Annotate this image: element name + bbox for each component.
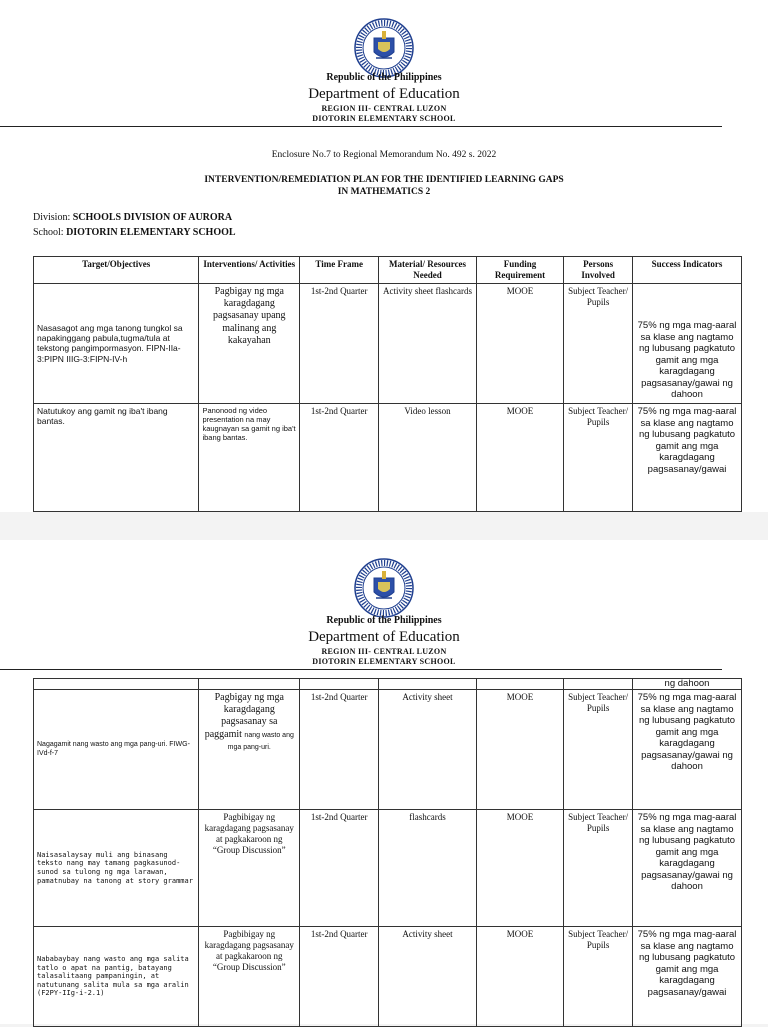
header-interventions: Interventions/ Activities xyxy=(199,257,300,284)
division-label: Division: xyxy=(33,212,71,223)
school-heading: DIOTORIN ELEMENTARY SCHOOL xyxy=(312,657,456,666)
cell-success: 75% ng mga mag-aaral sa klase ang nagtamo ng lubusang pagkatuto gamit ang mga karagdagang pagsasanay/gawai xyxy=(633,927,742,1027)
cell-target: Natutukoy ang gamit ng iba't ibang bantas. xyxy=(34,403,199,511)
cell-material: Activity sheet xyxy=(379,690,477,810)
cell-persons: Subject Teacher/ Pupils xyxy=(564,927,633,1027)
cell-funding: MOOE xyxy=(476,283,563,403)
deped-seal-icon xyxy=(354,18,414,78)
department-heading: Department of Education xyxy=(308,629,460,645)
document-page-1 xyxy=(0,0,768,512)
cell-funding: MOOE xyxy=(476,690,563,810)
cell-funding: MOOE xyxy=(476,403,563,511)
document-title-line-1: INTERVENTION/REMEDIATION PLAN FOR THE IDENTIFIED LEARNING GAPS xyxy=(204,175,564,185)
intervention-text-small: nang wasto ang mga pang-uri. xyxy=(227,731,294,751)
division-line xyxy=(33,212,232,223)
cell-success: 75% ng mga mag-aaral sa klase ang nagtamo ng lubusang pagkatuto gamit ang mga karagdagang pagsasanay/gawai ng dahoon xyxy=(633,283,742,403)
header-divider xyxy=(0,126,722,127)
department-heading: Department of Education xyxy=(308,86,460,102)
cell-empty xyxy=(34,679,199,690)
cell-intervention: Panonood ng video presentation na may kaugnayan sa gamit ng iba't ibang bantas. xyxy=(199,403,300,511)
header-target: Target/Objectives xyxy=(34,257,199,284)
cell-success: 75% ng mga mag-aaral sa klase ang nagtamo ng lubusang pagkatuto gamit ang mga karagdagang pagsasanay/gawai ng dahoon xyxy=(633,810,742,927)
table-row xyxy=(34,403,742,511)
table-row xyxy=(34,810,742,927)
cell-time: 1st-2nd Quarter xyxy=(300,283,379,403)
table-row xyxy=(34,927,742,1027)
cell-target: Nagagamit nang wasto ang mga pang-uri. FIWG-IVd-f-7 xyxy=(34,690,199,810)
enclosure-note: Enclosure No.7 to Regional Memorandum No. 492 s. 2022 xyxy=(271,150,497,160)
cell-empty xyxy=(564,679,633,690)
cell-persons: Subject Teacher/ Pupils xyxy=(564,690,633,810)
cell-persons: Subject Teacher/ Pupils xyxy=(564,283,633,403)
cell-target: Naisasalaysay muli ang binasang teksto nang may tamang pagkasunod-sunod sa tulong ng mga larawan, pamatnubay na tanong at story grammar xyxy=(34,810,199,927)
cell-persons: Subject Teacher/ Pupils xyxy=(564,810,633,927)
cell-empty xyxy=(379,679,477,690)
cell-material: flashcards xyxy=(379,810,477,927)
division-value: SCHOOLS DIVISION OF AURORA xyxy=(72,212,233,223)
school-label: School: xyxy=(33,227,64,238)
cell-intervention xyxy=(199,690,300,810)
deped-seal-icon xyxy=(354,558,414,618)
cell-material: Activity sheet flashcards xyxy=(379,283,477,403)
table-header-row xyxy=(34,257,742,284)
cell-material: Video lesson xyxy=(379,403,477,511)
header-funding: Funding Requirement xyxy=(476,257,563,284)
cell-target: Nababaybay nang wasto ang mga salita tatlo o apat na pantig, batayang talasalitaang pampaningin, at natutunang salita mula sa mga aralin (F2PY-IIg-i-2.1) xyxy=(34,927,199,1027)
cell-intervention: Pagbibigay ng karagdagang pagsasanay at pagkakaroon ng “Group Discussion” xyxy=(199,810,300,927)
cell-time: 1st-2nd Quarter xyxy=(300,690,379,810)
document-title-line-2: IN MATHEMATICS 2 xyxy=(337,187,431,197)
plan-table-page-2 xyxy=(33,678,742,1027)
cell-funding: MOOE xyxy=(476,927,563,1027)
header-time-frame: Time Frame xyxy=(300,257,379,284)
table-row xyxy=(34,690,742,810)
cell-time: 1st-2nd Quarter xyxy=(300,403,379,511)
cell-intervention: Pagbibigay ng karagdagang pagsasanay at pagkakaroon ng “Group Discussion” xyxy=(199,927,300,1027)
document-page-2 xyxy=(0,540,768,1024)
intervention-text: Pagbigay ng mga karagdagang pagsasanay sa paggamit xyxy=(204,692,284,740)
cell-funding: MOOE xyxy=(476,810,563,927)
plan-table-page-1 xyxy=(33,256,742,512)
cell-time: 1st-2nd Quarter xyxy=(300,810,379,927)
region-heading: REGION III- CENTRAL LUZON xyxy=(321,647,447,656)
region-heading: REGION III- CENTRAL LUZON xyxy=(321,104,447,113)
header-persons: Persons Involved xyxy=(564,257,633,284)
cell-persons: Subject Teacher/ Pupils xyxy=(564,403,633,511)
table-row xyxy=(34,679,742,690)
cell-empty xyxy=(476,679,563,690)
cell-empty xyxy=(199,679,300,690)
cell-intervention: Pagbigay ng mga karagdagang pagsasanay upang malinang ang kakayahan xyxy=(199,283,300,403)
table-row xyxy=(34,283,742,403)
school-value: DIOTORIN ELEMENTARY SCHOOL xyxy=(66,227,236,238)
header-materials: Material/ Resources Needed xyxy=(379,257,477,284)
header-success: Success Indicators xyxy=(633,257,742,284)
cell-success-continued: ng dahoon xyxy=(633,679,742,690)
cell-success: 75% ng mga mag-aaral sa klase ang nagtamo ng lubusang pagkatuto gamit ang mga karagdagang pagsasanay/gawai ng dahoon xyxy=(633,690,742,810)
school-line xyxy=(33,227,236,238)
cell-material: Activity sheet xyxy=(379,927,477,1027)
cell-time: 1st-2nd Quarter xyxy=(300,927,379,1027)
cell-empty xyxy=(300,679,379,690)
header-divider xyxy=(0,669,722,670)
republic-heading: Republic of the Philippines xyxy=(326,72,442,83)
republic-heading: Republic of the Philippines xyxy=(326,615,442,626)
school-heading: DIOTORIN ELEMENTARY SCHOOL xyxy=(312,114,456,123)
cell-success: 75% ng mga mag-aaral sa klase ang nagtamo ng lubusang pagkatuto gamit ang mga karagdagang pagsasanay/gawai xyxy=(633,403,742,511)
cell-target: Nasasagot ang mga tanong tungkol sa napakinggang pabula,tugma/tula at tekstong pangimpormasyon. FIPN-IIa-3:PIPN IIIG-3:FIPN-IV-h xyxy=(34,283,199,403)
